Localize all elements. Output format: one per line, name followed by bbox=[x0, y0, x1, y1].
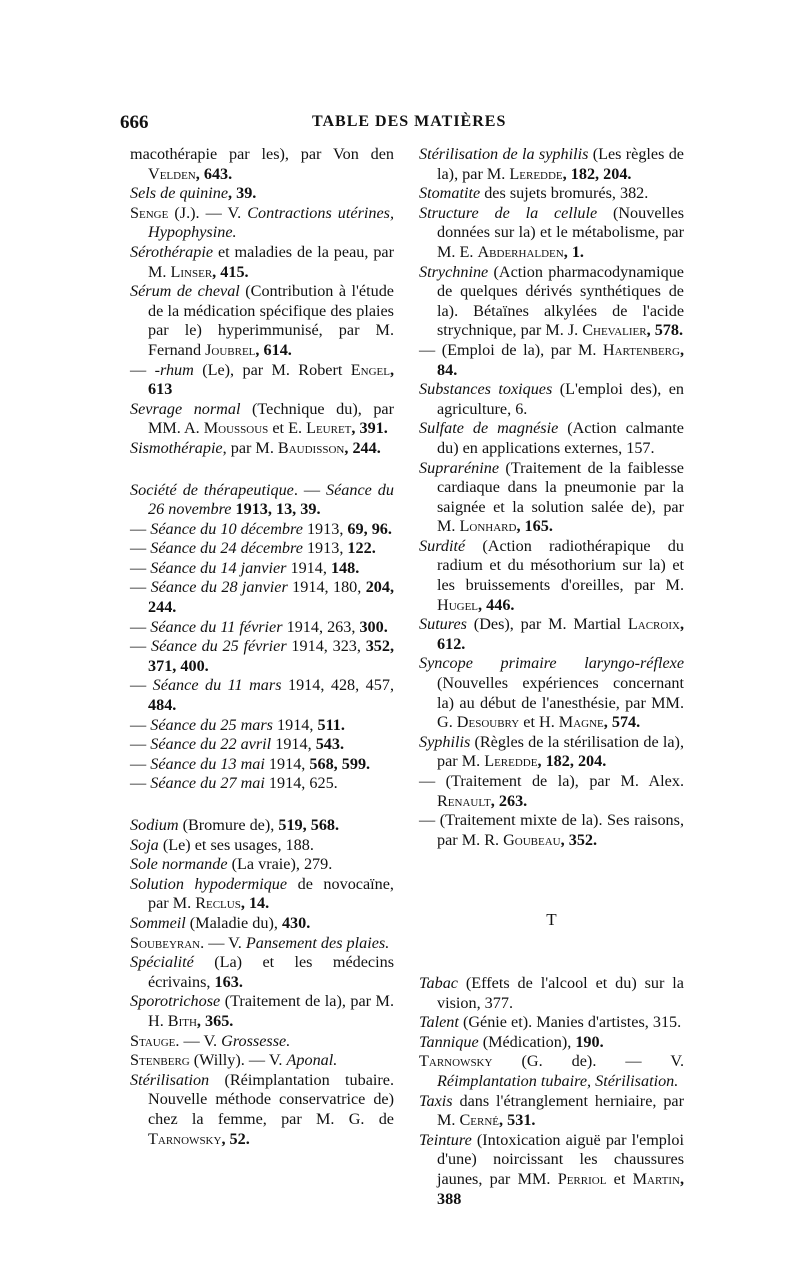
entry-segment: 1914, 428, 457, bbox=[281, 676, 395, 695]
entry-segment: Lacroix bbox=[627, 615, 680, 634]
entry-segment: 1913, bbox=[302, 539, 348, 558]
entry-segment: Leredde bbox=[509, 164, 563, 183]
entry-segment: (Maladie du), bbox=[185, 913, 282, 932]
s-entries bbox=[419, 145, 684, 850]
index-entry bbox=[130, 184, 394, 204]
index-entry bbox=[130, 774, 394, 794]
entry-segment: . — bbox=[293, 480, 326, 499]
entry-segment: Baudisson bbox=[277, 438, 345, 457]
entry-segment: (Traitement de la), par M. H. bbox=[148, 992, 394, 1030]
entry-segment: Bith bbox=[167, 1011, 197, 1030]
entry-segment: Séance du 28 janvier bbox=[150, 578, 288, 597]
index-entry bbox=[419, 974, 684, 1013]
entry-segment: Sutures bbox=[419, 615, 467, 634]
entry-segment: Soja bbox=[130, 835, 159, 854]
entry-segment: , par M. bbox=[222, 438, 278, 457]
entry-segment: Grossesse. bbox=[221, 1031, 291, 1050]
entry-segment: Séance du 11 mars bbox=[152, 676, 282, 695]
index-entry bbox=[419, 654, 684, 732]
entry-segment: Hartenberg bbox=[602, 340, 680, 359]
index-entry bbox=[130, 836, 394, 856]
entry-segment: 69, 96. bbox=[347, 519, 392, 538]
entry-segment: Société de thérapeutique bbox=[130, 480, 294, 499]
index-entry bbox=[130, 400, 394, 439]
page-number: 666 bbox=[120, 112, 149, 133]
entry-segment: 190. bbox=[575, 1032, 604, 1051]
entry-segment: Sels de quinine bbox=[130, 184, 229, 203]
index-entry bbox=[130, 934, 394, 954]
index-entry bbox=[130, 1032, 394, 1052]
entry-segment: et E. bbox=[268, 419, 307, 438]
entry-segment: Séance du 14 janvier bbox=[150, 558, 287, 577]
entry-segment: Séance du 24 décembre bbox=[150, 539, 303, 558]
entry-segment: 543. bbox=[315, 735, 345, 754]
entry-segment: , 182, 204. bbox=[562, 164, 632, 183]
entry-gap bbox=[130, 459, 394, 481]
entry-segment: (Effets de l'alcool et du) sur la vision, 377. bbox=[437, 973, 684, 1012]
entry-segment: (Médication), bbox=[478, 1032, 576, 1051]
entry-segment: Magne bbox=[558, 713, 604, 732]
index-entry bbox=[130, 481, 394, 520]
index-entry bbox=[130, 953, 394, 992]
index-entry bbox=[130, 361, 394, 400]
entry-segment: 1914, 323, bbox=[286, 637, 366, 656]
index-entry bbox=[130, 204, 394, 243]
index-entry bbox=[130, 816, 394, 836]
entry-segment: Séance du 22 avril bbox=[150, 735, 272, 754]
entry-segment: — bbox=[130, 360, 155, 379]
entry-segment: Sulfate de magnésie bbox=[419, 419, 559, 438]
entry-segment: Reclus bbox=[195, 894, 241, 913]
entry-segment: , 1. bbox=[563, 242, 584, 261]
index-entry bbox=[130, 676, 394, 715]
index-entry bbox=[130, 520, 394, 540]
index-entry bbox=[130, 618, 394, 638]
entry-segment: Tabac bbox=[419, 973, 458, 992]
index-entry bbox=[419, 459, 684, 537]
entry-segment: Moussous bbox=[203, 419, 269, 438]
entry-segment: Stérilisation bbox=[130, 1070, 210, 1089]
index-entry bbox=[130, 145, 394, 184]
entry-segment: Stérilisation de la syphilis bbox=[419, 145, 589, 163]
entry-segment: (Des), par M. Martial bbox=[466, 615, 628, 634]
index-entry bbox=[130, 559, 394, 579]
index-entry bbox=[130, 439, 394, 459]
t-entries bbox=[419, 974, 684, 1209]
entry-segment: Syphilis bbox=[419, 732, 471, 751]
entry-segment: dans l'étranglement herniaire, par M. bbox=[437, 1091, 684, 1130]
entry-segment: Stomatite bbox=[419, 184, 481, 203]
entry-segment: , 578. bbox=[646, 321, 684, 340]
left-column bbox=[130, 145, 394, 1149]
entry-segment: 204, 244. bbox=[148, 578, 395, 617]
index-entry bbox=[130, 992, 394, 1031]
entry-segment: Séance du 13 mai bbox=[150, 754, 265, 773]
entry-segment: Strychnine bbox=[419, 262, 489, 281]
entry-segment: (Les règles de la), par M. bbox=[437, 145, 684, 183]
entry-segment: Lonhard bbox=[459, 517, 517, 536]
entry-segment: Leredde bbox=[484, 752, 538, 771]
index-entry bbox=[130, 855, 394, 875]
entry-segment: Sporotrichose bbox=[130, 992, 221, 1011]
index-entry bbox=[419, 380, 684, 419]
index-entry bbox=[130, 539, 394, 559]
entry-segment: , 612. bbox=[437, 615, 684, 653]
entry-segment: (Action pharmacodynamique de quelques dérivés synthétiques de la). Bétaïnes alkylées de l'acide strychnique, par M. J. bbox=[437, 262, 684, 340]
entry-segment: Séance du 27 mai bbox=[150, 774, 265, 793]
entry-segment: Tarnowsky bbox=[419, 1052, 493, 1071]
entry-segment: (Réimplantation tubaire. Nouvelle méthode conservatrice de) chez la femme, par M. G. de bbox=[148, 1070, 394, 1128]
entry-segment: , 391. bbox=[351, 419, 388, 438]
entry-segment: — bbox=[130, 578, 151, 597]
entry-segment: , 263. bbox=[490, 791, 528, 810]
entry-segment: (Traitement de la faiblesse cardiaque dans la pneumonie par la saignée et la solution salée de), par M. bbox=[437, 458, 684, 536]
entry-segment: 1913, bbox=[302, 519, 348, 538]
index-entry bbox=[419, 1013, 684, 1033]
entry-segment: . — V. bbox=[200, 933, 246, 952]
entry-segment: 1914, 625. bbox=[264, 774, 338, 793]
entry-segment: Linser bbox=[170, 262, 213, 281]
index-entry bbox=[419, 184, 684, 204]
entry-segment: — bbox=[130, 637, 151, 656]
entry-segment: Teinture bbox=[419, 1130, 472, 1149]
entry-segment: Velden bbox=[148, 164, 196, 183]
entry-segment: — bbox=[130, 617, 151, 636]
index-entry bbox=[130, 914, 394, 934]
entry-segment: , 52. bbox=[221, 1129, 250, 1148]
entry-segment: — (Traitement de la), par M. Alex. bbox=[419, 772, 684, 790]
entry-segment: Sérum de cheval bbox=[130, 282, 240, 301]
entry-segment: (Intoxication aiguë par l'emploi d'une) noircissant les chaussures jaunes, par MM. bbox=[437, 1130, 684, 1188]
entry-segment: Séance du 10 décembre bbox=[150, 519, 303, 538]
entry-segment: Structure de la cellule bbox=[419, 203, 598, 222]
entry-segment: Cerné bbox=[459, 1111, 500, 1130]
index-entry bbox=[130, 735, 394, 755]
entry-segment: — bbox=[130, 519, 151, 538]
index-entry bbox=[130, 637, 394, 676]
entry-segment: 352, 371, 400. bbox=[148, 637, 395, 675]
entry-segment: — bbox=[130, 676, 153, 695]
entry-segment: Surdité bbox=[419, 536, 466, 555]
index-entry bbox=[419, 145, 684, 184]
index-entry bbox=[419, 772, 684, 811]
entry-segment: Engel bbox=[350, 360, 390, 379]
entry-segment: 1914, 180, bbox=[287, 578, 366, 597]
section-letter: T bbox=[546, 910, 557, 930]
entry-segment: Séance du 25 février bbox=[150, 637, 287, 656]
entry-segment: 1914, bbox=[272, 715, 318, 734]
entry-segment: , 39. bbox=[228, 184, 257, 203]
entry-segment: Taxis bbox=[419, 1091, 453, 1110]
entry-segment: 1913, 13, 39. bbox=[231, 500, 321, 519]
entry-segment: (Le), par M. Robert bbox=[193, 360, 351, 379]
entry-segment: Spécialité bbox=[130, 953, 194, 972]
entry-segment: et H. bbox=[519, 713, 559, 732]
entry-segment: 568, 599. bbox=[309, 754, 371, 773]
index-entry bbox=[130, 578, 394, 617]
index-entry bbox=[130, 1051, 394, 1071]
entry-segment: , 415. bbox=[212, 262, 249, 281]
entry-segment: , 531. bbox=[499, 1111, 536, 1130]
entry-segment: 430. bbox=[281, 913, 311, 932]
entry-segment: Substances toxiques bbox=[419, 380, 553, 399]
entry-segment: 511. bbox=[317, 715, 345, 734]
index-entry bbox=[419, 1052, 684, 1091]
entry-segment: Suprarénine bbox=[419, 458, 500, 477]
entry-segment: (Technique du), par MM. A. bbox=[148, 399, 395, 438]
index-entry bbox=[419, 537, 684, 615]
entry-segment: Solution hypodermique bbox=[130, 874, 288, 893]
entry-segment: Syncope primaire laryngo-réflexe bbox=[419, 654, 684, 673]
entry-segment: , 84. bbox=[437, 340, 684, 379]
entry-segment: 163. bbox=[214, 972, 243, 991]
index-entry bbox=[130, 716, 394, 736]
entry-segment: macothérapie par les), par Von den bbox=[130, 145, 394, 163]
entry-segment: Sole normande bbox=[130, 855, 228, 874]
entry-segment: 484. bbox=[148, 696, 177, 715]
entry-segment: -rhum bbox=[154, 360, 194, 379]
entry-segment: — bbox=[130, 539, 151, 558]
entry-segment: Tannique bbox=[419, 1032, 479, 1051]
entry-segment: , 446. bbox=[478, 595, 515, 614]
entry-segment: Stenberg bbox=[130, 1051, 190, 1070]
entry-segment: Sevrage normal bbox=[130, 399, 241, 418]
entry-segment: (Willy). — V. bbox=[189, 1051, 287, 1070]
entry-segment: Renault bbox=[437, 791, 491, 810]
entry-segment: Séance du 11 février bbox=[150, 617, 283, 636]
entry-segment: (Action radiothérapique du radium et du mésothorium sur la) et les bruissements d'oreilles, par M. bbox=[437, 536, 684, 595]
entry-segment: Séance du 25 mars bbox=[150, 715, 273, 734]
entry-segment: et maladies de la peau, par M. bbox=[148, 242, 394, 281]
entry-segment: . — V. bbox=[175, 1031, 222, 1050]
entry-segment: Hugel bbox=[437, 595, 479, 614]
entry-segment: (Règles de la stérilisation de la), par M. bbox=[437, 732, 684, 771]
entry-segment: , 182, 204. bbox=[537, 752, 607, 771]
index-entry bbox=[419, 341, 684, 380]
entry-segment: (Nouvelles expériences concernant la) au début de l'anesthésie, par MM. G. bbox=[437, 674, 684, 732]
index-entry bbox=[419, 733, 684, 772]
entry-segment: , 614. bbox=[255, 340, 292, 359]
entry-segment: (Action calmante du) en applications externes, 157. bbox=[437, 419, 684, 457]
entry-segment: 148. bbox=[330, 558, 360, 577]
index-entry bbox=[130, 755, 394, 775]
entry-segment: Sismothérapie bbox=[130, 438, 223, 457]
entry-segment: , 165. bbox=[516, 517, 553, 536]
entry-segment: Pansement des plaies. bbox=[245, 933, 390, 952]
entry-segment: , 244. bbox=[344, 438, 381, 457]
entry-segment: Abderhalden bbox=[477, 242, 564, 261]
entry-segment: (J.). — V. bbox=[168, 203, 248, 222]
index-entry bbox=[130, 243, 394, 282]
entry-segment: , 352. bbox=[560, 830, 598, 849]
entry-gap bbox=[130, 794, 394, 816]
entry-segment: — bbox=[130, 774, 151, 793]
entry-segment: , 643. bbox=[195, 164, 233, 183]
entry-segment: Desoubry bbox=[456, 713, 520, 732]
index-entry bbox=[419, 204, 684, 263]
entry-segment: , 14. bbox=[240, 894, 270, 913]
entry-segment: Martin bbox=[632, 1169, 680, 1188]
entry-segment: 300. bbox=[359, 617, 388, 636]
entry-segment: Réimplantation tubaire, Stérilisation. bbox=[437, 1071, 679, 1090]
entry-segment: Perriol bbox=[557, 1169, 607, 1188]
entry-segment: , 388 bbox=[437, 1169, 685, 1208]
entry-segment: Chevalier bbox=[582, 321, 647, 340]
right-column bbox=[419, 145, 684, 1209]
entry-segment: (L'emploi des), en agriculture, 6. bbox=[437, 380, 684, 418]
index-entry bbox=[419, 263, 684, 341]
entry-segment: — bbox=[130, 735, 151, 754]
entry-segment: Senge bbox=[130, 203, 169, 222]
index-entry bbox=[419, 811, 684, 850]
entry-segment: (Contribution à l'étude de la médication spécifique des plaies par le) hyperimmunisé, par M. Fernand bbox=[148, 282, 394, 359]
index-entry bbox=[419, 615, 684, 654]
entry-segment: — bbox=[130, 754, 151, 773]
entry-segment: Talent bbox=[419, 1013, 459, 1032]
index-entry bbox=[419, 1131, 684, 1209]
entry-segment: — bbox=[130, 715, 151, 734]
entry-segment: Séance du 26 novembre bbox=[148, 480, 394, 519]
entry-segment: , 574. bbox=[603, 713, 641, 732]
entry-segment: des sujets bromurés, 382. bbox=[480, 184, 649, 203]
entry-segment: Sommeil bbox=[130, 913, 186, 932]
index-entry bbox=[130, 282, 394, 360]
entry-segment: — (Traitement mixte de la). Ses raisons, par M. R. bbox=[419, 811, 684, 849]
entry-segment: 1914, bbox=[271, 735, 316, 754]
entry-segment: Contractions utérines, Hypophysine. bbox=[148, 203, 394, 242]
page-header bbox=[0, 112, 800, 142]
entry-segment: (Le) et ses usages, 188. bbox=[158, 835, 314, 854]
entry-segment: Stauge bbox=[130, 1031, 176, 1050]
entry-segment: de novocaïne, par M. bbox=[148, 874, 394, 913]
entry-segment: Goubeau bbox=[503, 830, 561, 849]
entry-segment: (Nouvelles données sur la) et le métabolisme, par M. E. bbox=[437, 203, 684, 261]
entry-segment: Aponal. bbox=[286, 1051, 338, 1070]
entry-segment: Sodium bbox=[130, 816, 179, 834]
entry-segment: — bbox=[130, 558, 151, 577]
index-entry bbox=[130, 1071, 394, 1149]
entry-segment: 122. bbox=[347, 539, 376, 558]
entry-segment: et bbox=[606, 1169, 633, 1188]
entry-segment: (G. de). — V. bbox=[492, 1052, 684, 1071]
entry-segment: Joubrel bbox=[205, 340, 256, 359]
entry-segment: (La vraie), 279. bbox=[227, 855, 333, 874]
entry-segment: Leuret bbox=[306, 419, 352, 438]
entry-segment: 1914, bbox=[264, 754, 310, 773]
running-head: TABLE DES MATIÈRES bbox=[312, 113, 507, 130]
index-entry bbox=[419, 1033, 684, 1053]
entry-segment: (Bromure de), bbox=[178, 816, 279, 834]
index-entry bbox=[419, 419, 684, 458]
entry-segment: 519, 568. bbox=[278, 816, 340, 834]
entry-segment: — (Emploi de la), par M. bbox=[419, 340, 603, 359]
index-entry bbox=[130, 875, 394, 914]
entry-segment: , 365. bbox=[196, 1011, 234, 1030]
entry-segment: (Génie et). Manies d'artistes, 315. bbox=[458, 1013, 682, 1032]
index-entry bbox=[419, 1092, 684, 1131]
entry-segment: 1914, bbox=[286, 558, 331, 577]
entry-segment: 1914, 263, bbox=[282, 617, 360, 636]
entry-segment: (La) et les médecins écrivains, bbox=[148, 953, 394, 991]
entry-segment: Soubeyran bbox=[130, 933, 201, 952]
entry-segment: Sérothérapie bbox=[130, 242, 214, 261]
entry-segment: Tarnowsky bbox=[148, 1129, 222, 1148]
entry-segment: , 613 bbox=[148, 360, 394, 399]
